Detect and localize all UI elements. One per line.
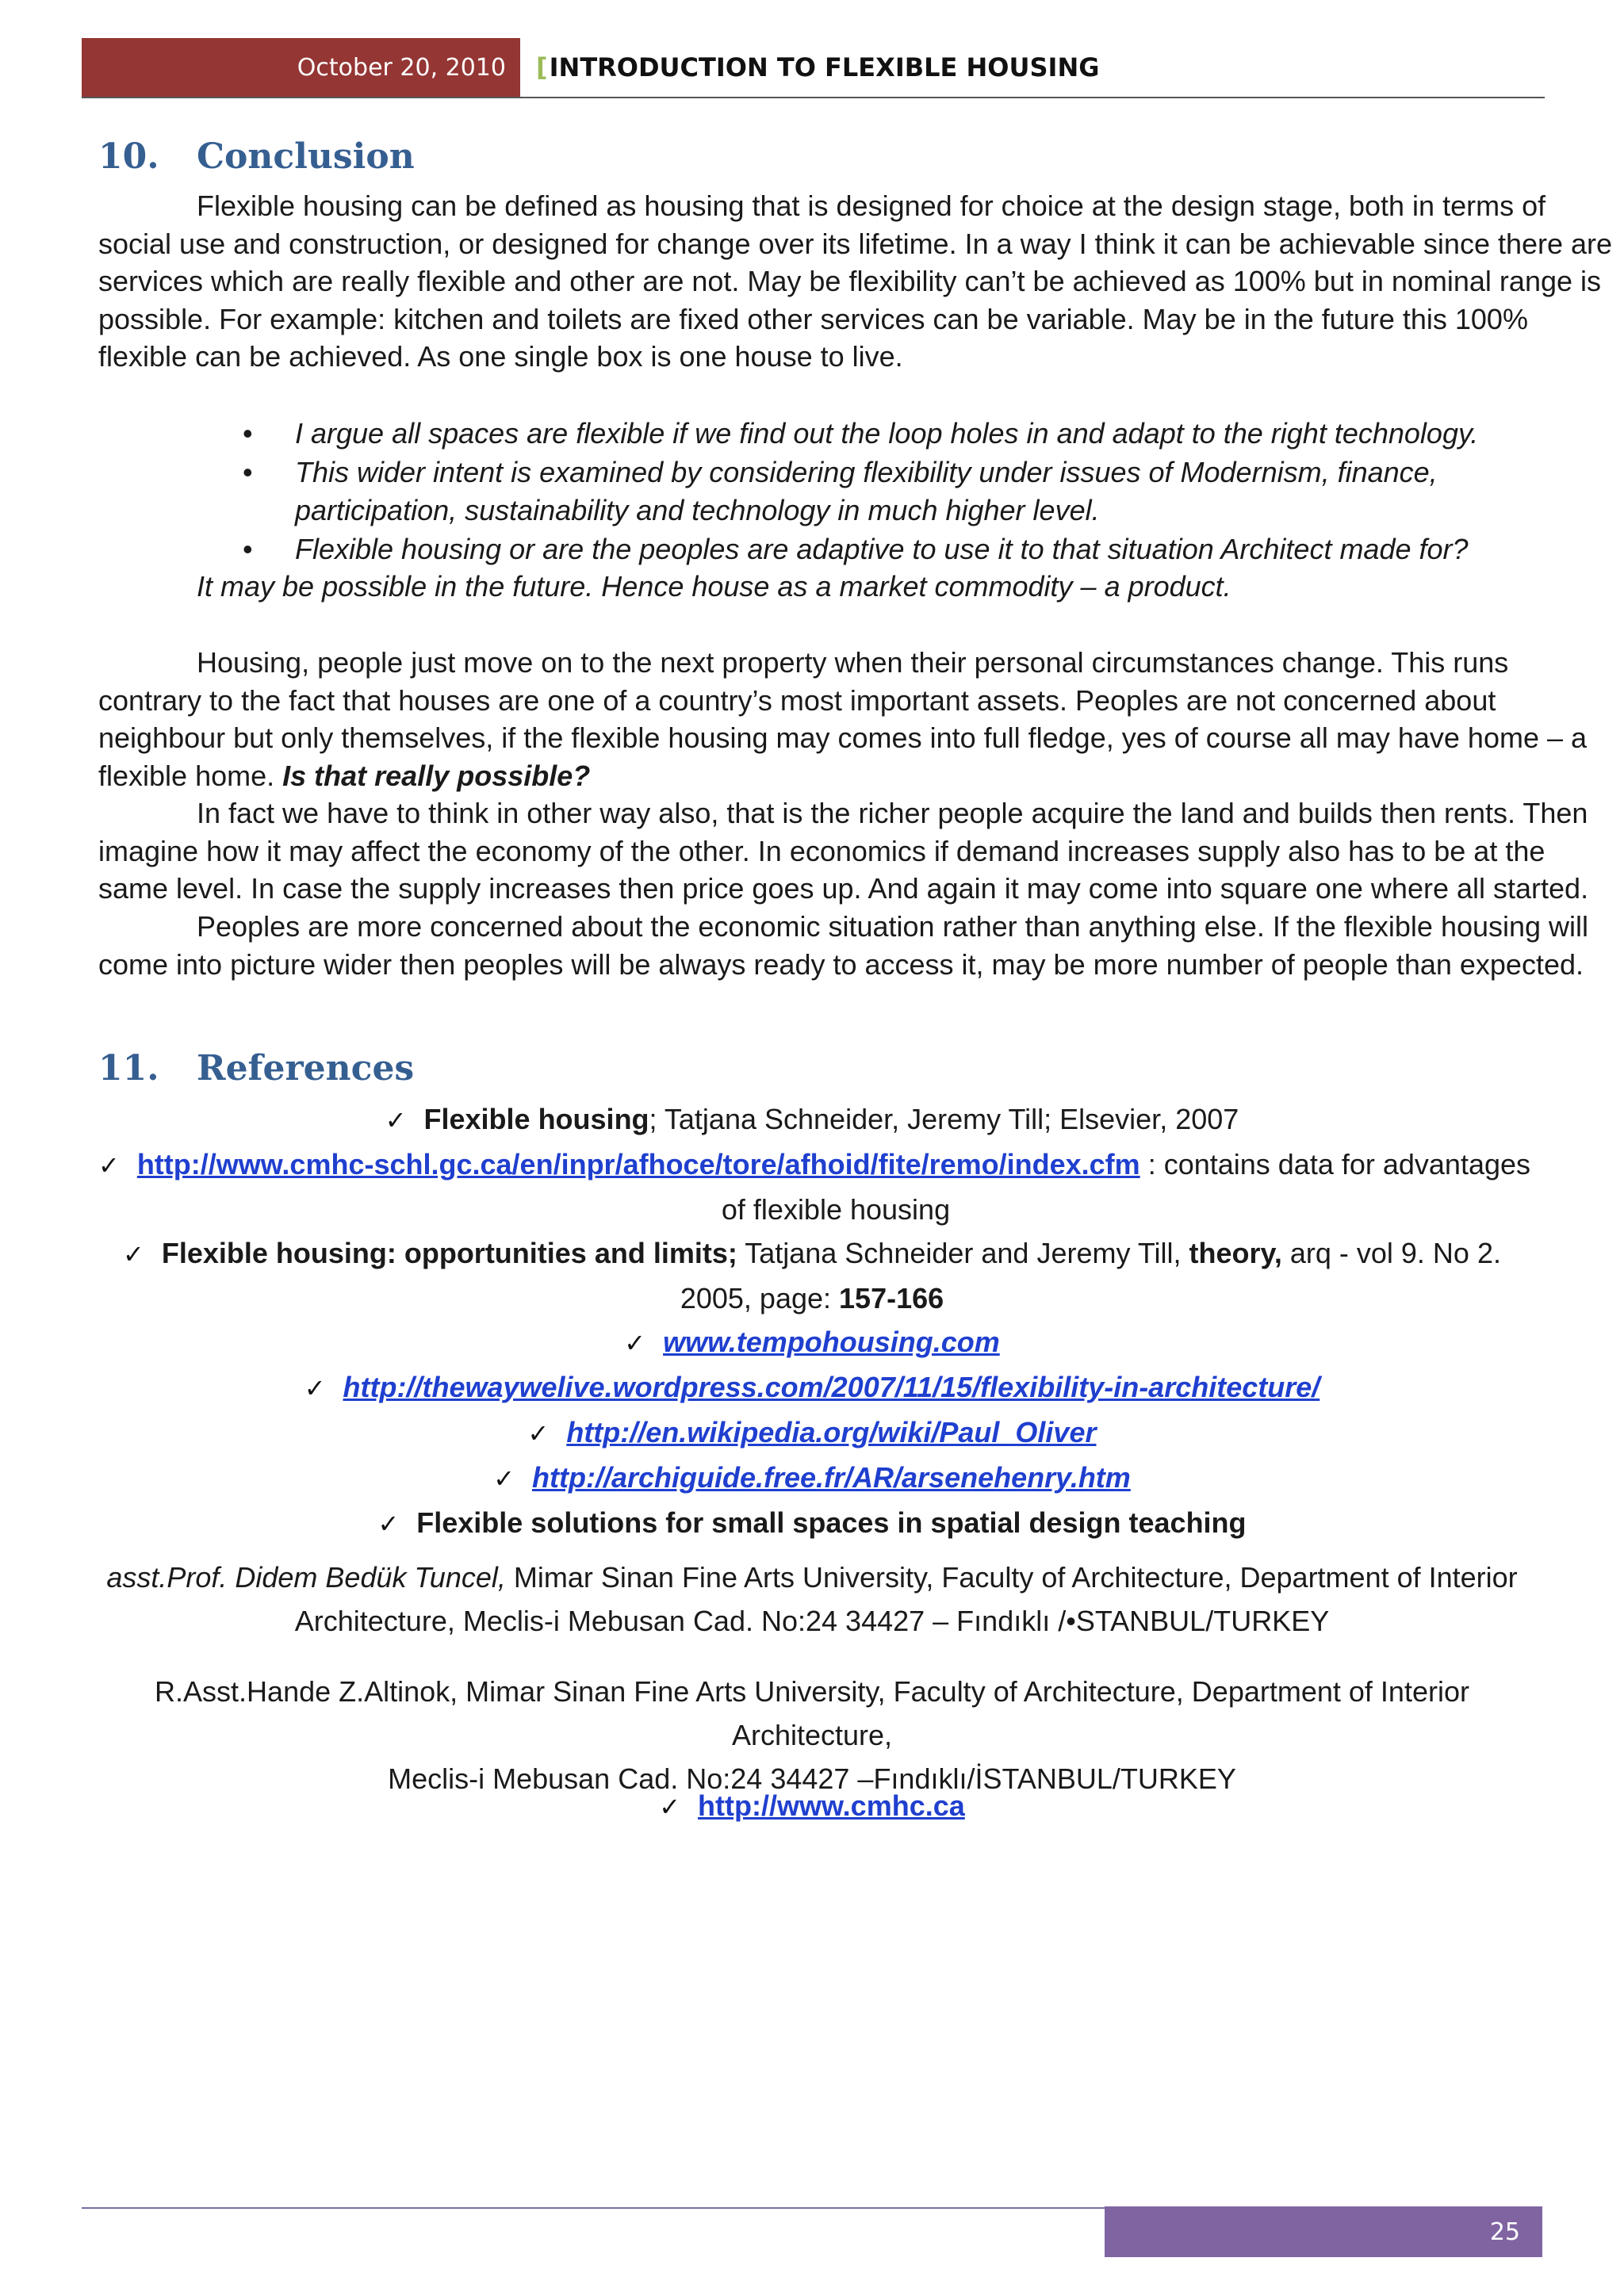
reference-link[interactable]: http://thewaywelive.wordpress.com/2007/11/15/flexibility-in-architecture/ (343, 1371, 1320, 1403)
header-title (536, 49, 1099, 86)
checkmark-icon: ✓ (659, 1792, 681, 1822)
question-text: Is that really possible? (282, 759, 591, 792)
reference-link[interactable]: http://www.cmhc.ca (698, 1789, 965, 1822)
conclusion-heading (98, 136, 415, 177)
checkmark-icon: ✓ (385, 1105, 407, 1135)
text-line (98, 757, 1526, 795)
bullet-icon: • (243, 455, 253, 488)
references-number: 11. (98, 1048, 159, 1089)
text-line: social use and construction, or designed for change over its lifetime. In a way I think it can be achievable since there are (98, 227, 1613, 260)
text-line: contrary to the fact that houses are one of a country’s most important assets. Peoples are not concerned about (98, 683, 1496, 717)
text-line: imagine how it may affect the economy of the other. In economics if demand increases supply also has to be at the (98, 834, 1545, 867)
reference-item (98, 1456, 1526, 1501)
reference-detail: Tatjana Schneider and Jeremy Till, (737, 1237, 1189, 1269)
text-line: In fact we have to think in other way also, that is the richer people acquire the land and builds then rents. Then (197, 797, 1588, 829)
header-title-text: INTRODUCTION TO FLEXIBLE HOUSING (549, 52, 1100, 82)
text-line: Meclis-i Mebusan Cad. No:24 34427 –Fındıklı/İSTANBUL/TURKEY (388, 1762, 1236, 1795)
text-line: same level. In case the supply increases then price goes up. And again it may come into square one where all started. (98, 872, 1589, 905)
bullet-tail-text (197, 568, 1624, 606)
conclusion-title: Conclusion (197, 136, 415, 177)
header-date-banner (82, 38, 520, 97)
footer-page-box (1105, 2206, 1542, 2257)
reference-item (98, 1784, 1526, 1829)
references-title: References (197, 1048, 415, 1089)
reference-item (98, 1231, 1526, 1276)
reference-title: Flexible housing: opportunities and limits; (161, 1237, 737, 1269)
conclusion-bullet-list (243, 415, 1479, 568)
header-bracket: [ (536, 52, 548, 82)
conclusion-paragraph-2 (98, 644, 1588, 794)
footer-rule (82, 2207, 1105, 2209)
author-affiliation-2 (98, 1670, 1526, 1800)
author-affiliation: Mimar Sinan Fine Arts University, Faculty of Architecture, Department of Interior (505, 1561, 1518, 1594)
conclusion-paragraph-4 (98, 908, 1589, 983)
reference-list (98, 1097, 1531, 1546)
checkmark-icon: ✓ (624, 1328, 646, 1358)
header-rule (82, 97, 1545, 98)
reference-item (98, 1410, 1526, 1456)
reference-item (98, 1320, 1526, 1365)
checkmark-icon: ✓ (527, 1418, 550, 1448)
text-line: flexible can be achieved. As one single box is one house to live. (98, 340, 903, 373)
list-item (243, 415, 1479, 453)
bullet-text: I argue all spaces are flexible if we find out the loop holes in and adapt to the right technology. (295, 417, 1479, 450)
reference-link[interactable]: http://archiguide.free.fr/AR/arsenehenry.htm (532, 1461, 1131, 1494)
checkmark-icon: ✓ (123, 1239, 144, 1269)
reference-item (98, 1365, 1526, 1410)
reference-detail: ; Tatjana Schneider, Jeremy Till; Elsevier, 2007 (649, 1103, 1239, 1135)
header-date: October 20, 2010 (297, 53, 506, 82)
reference-item-continuation (98, 1276, 1526, 1320)
checkmark-icon: ✓ (98, 1150, 120, 1181)
text-line: Housing, people just move on to the next property when their personal circumstances change. This runs (197, 646, 1509, 679)
text-line: It may be possible in the future. Hence house as a market commodity – a product. (197, 570, 1231, 603)
text-line: services which are really flexible and other are not. May be flexibility can’t be achieved as 100% but in nominal range is (98, 265, 1602, 297)
checkmark-icon: ✓ (493, 1464, 515, 1494)
author-name: asst.Prof. Didem Bedük Tuncel, (106, 1561, 506, 1594)
reference-detail: : contains data for advantages (1139, 1148, 1531, 1181)
text-line: possible. For example: kitchen and toilets are fixed other services can be variable. May be in the future this 100% (98, 302, 1528, 335)
text-run: flexible home. (98, 759, 283, 792)
bullet-text: This wider intent is examined by considering flexibility under issues of Modernism, finance, (295, 455, 1438, 488)
reference-link[interactable]: http://en.wikipedia.org/wiki/Paul_Oliver (566, 1416, 1097, 1448)
reference-link[interactable]: www.tempohousing.com (663, 1326, 1000, 1358)
reference-pages: 157-166 (839, 1282, 944, 1314)
text-line: Peoples are more concerned about the economic situation rather than anything else. If the flexible housing will (197, 910, 1589, 943)
bullet-text: participation, sustainability and technology in much higher level. (295, 494, 1100, 526)
reference-detail: arq - vol 9. No 2. (1281, 1237, 1501, 1269)
checkmark-icon: ✓ (304, 1373, 326, 1403)
reference-item (98, 1097, 1526, 1142)
text-line: come into picture wider then peoples will be always ready to access it, may be more number of people than expected. (98, 947, 1584, 981)
conclusion-number: 10. (98, 136, 159, 177)
reference-title: Flexible housing (423, 1103, 649, 1135)
text-line (98, 1556, 1526, 1599)
page-number: 25 (1489, 2218, 1520, 2246)
checkmark-icon: ✓ (377, 1509, 400, 1539)
reference-item (98, 1142, 1531, 1188)
conclusion-paragraph-1 (98, 187, 1613, 376)
list-item (243, 453, 1478, 530)
bullet-icon: • (243, 417, 253, 450)
references-heading (98, 1048, 414, 1089)
reference-detail: of flexible housing (721, 1193, 951, 1226)
reference-link[interactable]: http://www.cmhc-schl.gc.ca/en/inpr/afhoce/tore/afhoid/fite/remo/index.cfm (136, 1148, 1140, 1181)
conclusion-paragraph-3 (98, 794, 1589, 908)
reference-item-continuation (98, 1188, 1526, 1231)
text-line: Flexible housing can be defined as housing that is designed for choice at the design stage, both in terms of (197, 189, 1546, 222)
text-line: R.Asst.Hande Z.Altinok, Mimar Sinan Fine Arts University, Faculty of Architecture, Department of Interior Architecture, (155, 1675, 1469, 1751)
list-item (243, 530, 1478, 569)
author-affiliation-1 (98, 1556, 1526, 1643)
text-line: Architecture, Meclis-i Mebusan Cad. No:24 34427 – Fındıklı /•STANBUL/TURKEY (294, 1605, 1330, 1637)
reference-item (98, 1501, 1526, 1546)
bullet-icon: • (243, 532, 253, 565)
text-line: neighbour but only themselves, if the flexible housing may comes into full fledge, yes of course all may have home – a (98, 721, 1588, 754)
reference-title: Flexible solutions for small spaces in spatial design teaching (416, 1506, 1247, 1539)
reference-bold: theory, (1189, 1237, 1282, 1269)
bullet-text: Flexible housing or are the peoples are adaptive to use it to that situation Architect made for? (295, 532, 1469, 565)
reference-detail: 2005, page: (680, 1282, 840, 1314)
